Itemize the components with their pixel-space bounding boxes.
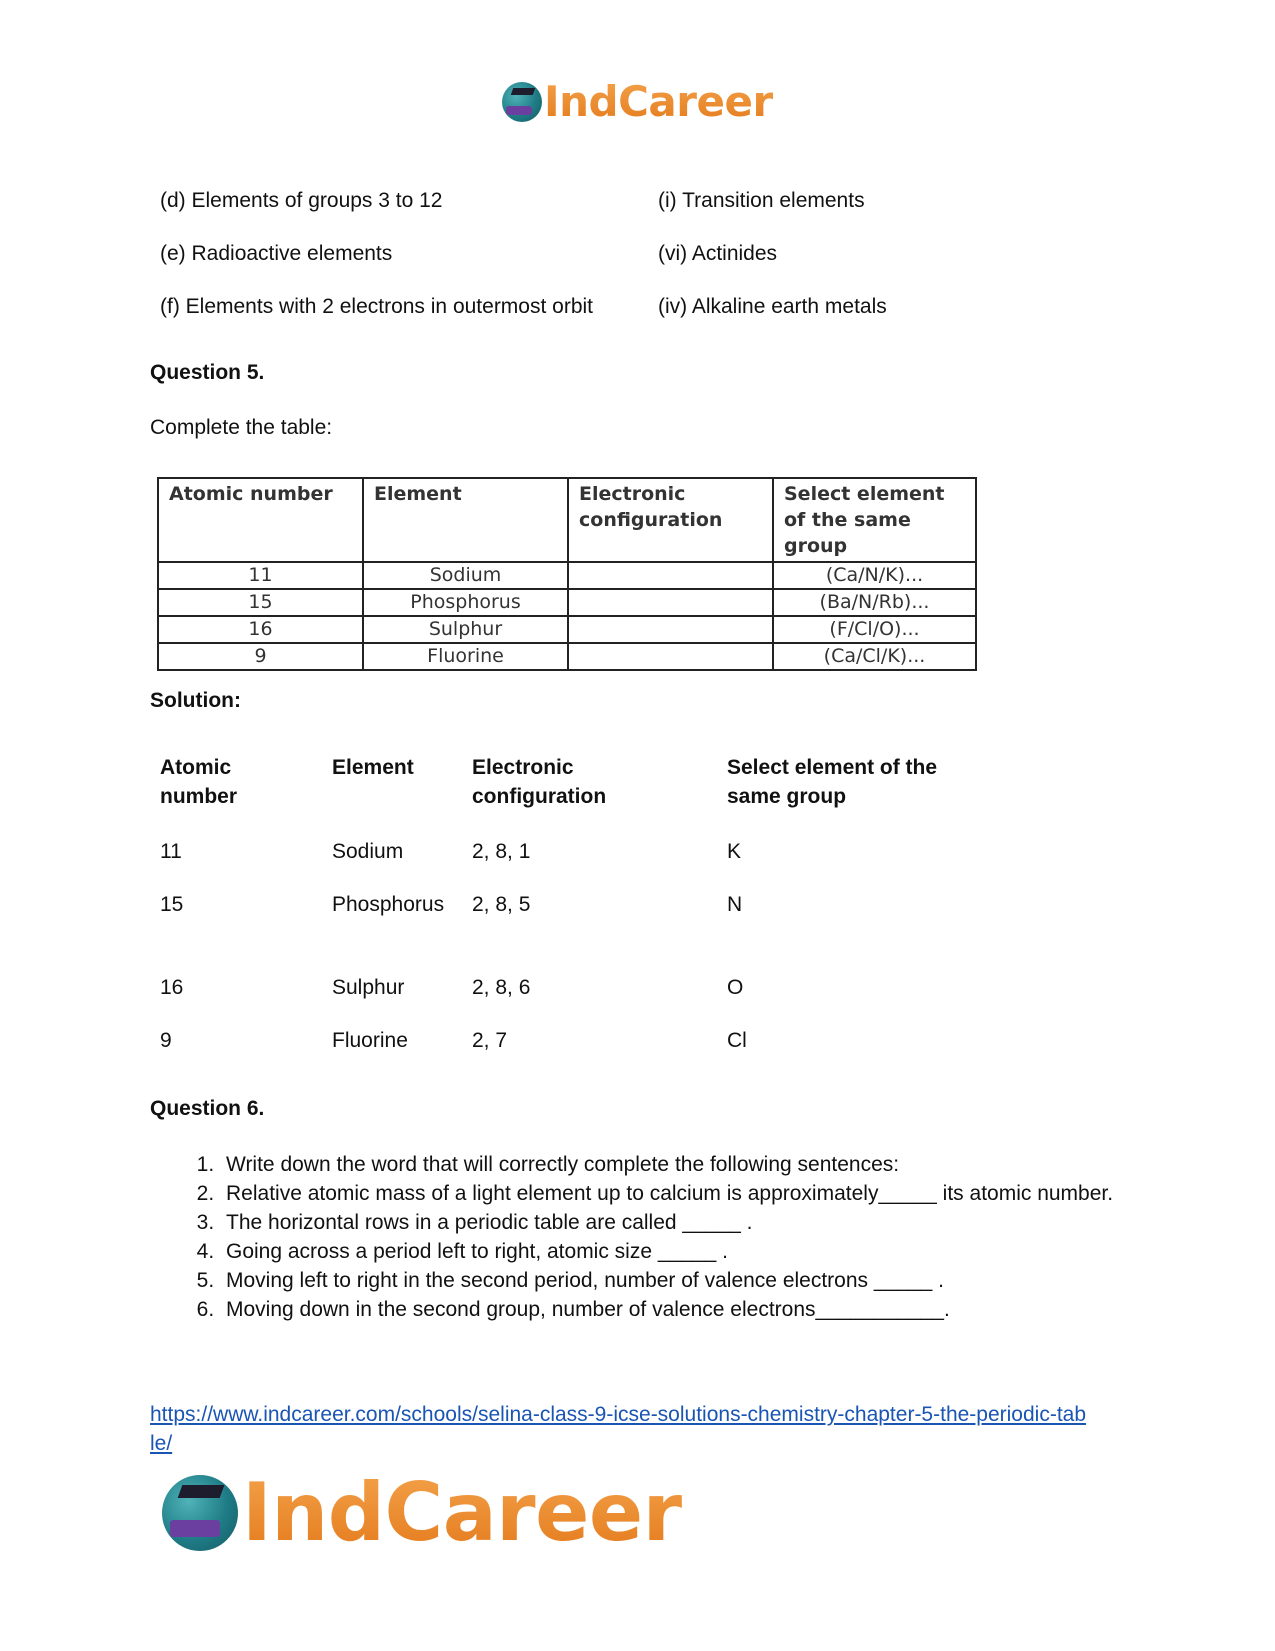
footer-link[interactable]: https://www.indcareer.com/schools/selina-class-9-icse-solutions-chemistry-chapter-5-the-periodic-table/ (150, 1403, 1087, 1455)
solution-cell: O (727, 976, 744, 999)
header-logo (502, 78, 773, 126)
table-cell: 11 (158, 562, 363, 589)
list-item: 3. The horizontal rows in a periodic table are called _____ . (220, 1208, 1120, 1237)
solution-header-cell: Atomic number (160, 756, 238, 808)
solution-heading: Solution: (150, 689, 241, 712)
list-item: 4. Going across a period left to right, atomic size _____ . (220, 1237, 1120, 1266)
match-right-0: (i) Transition elements (658, 189, 865, 212)
list-item: 2. Relative atomic mass of a light element up to calcium is approximately_____ its atomic number. (220, 1179, 1120, 1208)
table-cell: 16 (158, 616, 363, 643)
list-item: 1. Write down the word that will correctly complete the following sentences: (220, 1150, 1120, 1179)
match-right-1: (vi) Actinides (658, 242, 778, 265)
table-row (158, 616, 976, 643)
solution-header-cell: Electronic configuration (472, 756, 607, 808)
solution-cell: 9 (160, 1029, 172, 1052)
solution-cell: 16 (160, 976, 184, 999)
solution-header-cell: Element (332, 756, 414, 779)
table-cell (568, 616, 773, 643)
solution-cell: 2, 8, 5 (472, 893, 531, 916)
table-cell: 15 (158, 589, 363, 616)
solution-cell: 2, 8, 6 (472, 976, 531, 999)
table-header-cell: Atomic number (158, 478, 363, 562)
solution-cell: Phosphorus (332, 893, 445, 916)
table-cell (568, 562, 773, 589)
solution-cell: Fluorine (332, 1029, 408, 1052)
match-left-1: (e) Radioactive elements (160, 242, 393, 265)
table-cell: 9 (158, 643, 363, 670)
table-cell: Fluorine (363, 643, 568, 670)
table-cell: (Ba/N/Rb)... (773, 589, 976, 616)
table-row (158, 589, 976, 616)
globe-book-icon (162, 1475, 238, 1551)
solution-header-cell: Select element of the same group (727, 756, 938, 808)
solution-cell: N (727, 893, 743, 916)
table-row (158, 643, 976, 670)
table-row (158, 562, 976, 589)
table-cell: Sulphur (363, 616, 568, 643)
table-cell: Phosphorus (363, 589, 568, 616)
footer-logo (162, 1468, 682, 1558)
solution-cell: Sodium (332, 840, 404, 863)
footer-logo-text: IndCareer (242, 1466, 682, 1559)
table-cell: (Ca/N/K)... (773, 562, 976, 589)
solution-cell: 2, 7 (472, 1029, 508, 1052)
list-item: 6. Moving down in the second group, number of valence electrons___________. (220, 1295, 1120, 1324)
match-left-0: (d) Elements of groups 3 to 12 (160, 189, 443, 212)
header-logo-text: IndCareer (544, 77, 773, 126)
table-cell: (Ca/Cl/K)... (773, 643, 976, 670)
question5-table (157, 477, 977, 671)
solution-cell: 11 (160, 840, 182, 863)
match-right-2: (iv) Alkaline earth metals (658, 295, 887, 318)
table-cell (568, 643, 773, 670)
question5-heading: Question 5. (150, 361, 265, 384)
globe-book-icon (502, 82, 542, 122)
table-header-cell: Element (363, 478, 568, 562)
table-cell: Sodium (363, 562, 568, 589)
solution-cell: Cl (727, 1029, 747, 1052)
question6-heading: Question 6. (150, 1097, 265, 1120)
table-header-cell: Electronic configuration (568, 478, 773, 562)
table-cell: (F/Cl/O)... (773, 616, 976, 643)
question6-list (150, 1150, 1120, 1324)
list-item: 5. Moving left to right in the second period, number of valence electrons _____ . (220, 1266, 1120, 1295)
question5-prompt: Complete the table: (150, 416, 333, 439)
table-cell (568, 589, 773, 616)
table-header-cell: Select element of the same group (773, 478, 976, 562)
solution-cell: 15 (160, 893, 184, 916)
table-header-row (158, 478, 976, 562)
solution-cell: 2, 8, 1 (472, 840, 531, 863)
solution-cell: Sulphur (332, 976, 405, 999)
match-left-2: (f) Elements with 2 electrons in outermost orbit (160, 295, 594, 318)
solution-cell: K (727, 840, 742, 863)
